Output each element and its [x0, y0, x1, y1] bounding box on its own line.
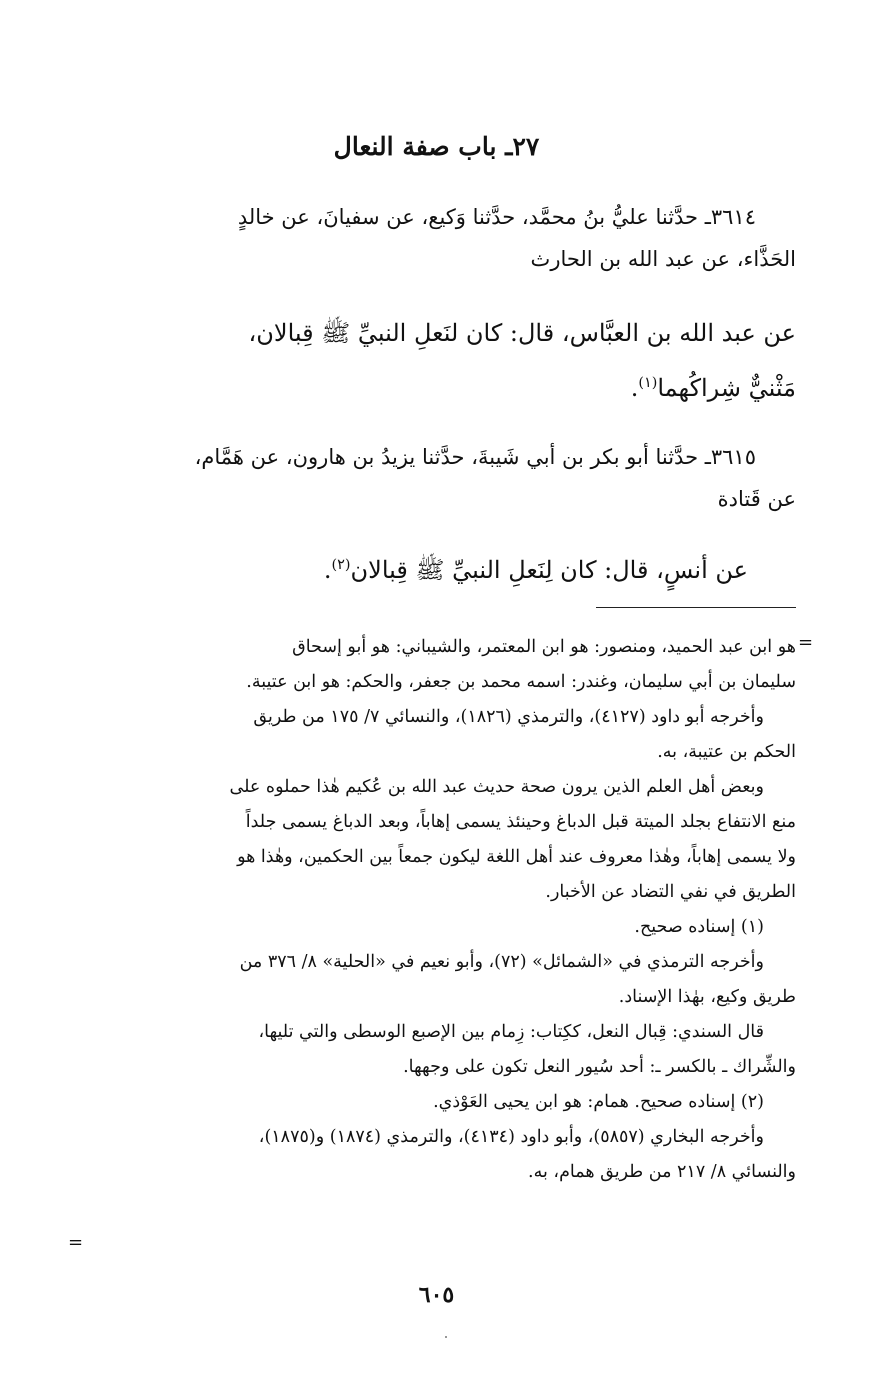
- continuation-mark: =: [798, 632, 814, 653]
- footnote-line: (٢) إسناده صحيح. همام: هو ابن يحيى العَوْذي.: [433, 1092, 764, 1112]
- footnote-ref: (٢): [331, 557, 351, 573]
- footnote-ref: (١): [638, 375, 658, 391]
- isnad-line: ٣٦١٥ـ حدَّثنا أبو بكر بن أبي شَيبةَ، حدَّثنا يزيدُ بن هارون، عن هَمَّام،: [194, 445, 756, 469]
- page-number: ٦٠٥: [418, 1282, 455, 1308]
- matn-line: عن عبد الله بن العبَّاس، قال: كان لنَعلِ النبيِّ ﷺ قِبالان،: [248, 319, 796, 347]
- footnote-line: والنسائي ٨/ ٢١٧ من طريق همام، به.: [528, 1162, 796, 1182]
- matn-text: عن أنسٍ، قال: كان لِنَعلِ النبيِّ ﷺ قِبالان: [350, 556, 748, 584]
- footnote-line: (١) إسناده صحيح.: [634, 917, 764, 937]
- footnote-separator: [596, 607, 796, 608]
- footnote-line: والشِّراك ـ بالكسر ـ: أحد سُيور النعل تكون على وجهها.: [403, 1057, 796, 1077]
- footnote-line: هو ابن عبد الحميد، ومنصور: هو ابن المعتمر، والشيباني: هو أبو إسحاق: [292, 637, 796, 657]
- hadith-3615-matn: [78, 540, 796, 595]
- isnad-line: الحَذَّاء، عن عبد الله بن الحارث: [530, 247, 796, 271]
- hadith-3614-matn: [78, 308, 796, 413]
- footnote-line: ولا يسمى إهاباً، وهٰذا معروف عند أهل اللغة ليكون جمعاً بين الحكمين، وهٰذا هو: [237, 847, 796, 867]
- footnote-line: سليمان بن أبي سليمان، وغندر: اسمه محمد بن جعفر، والحكم: هو ابن عتيبة.: [246, 672, 796, 692]
- matn-line: [78, 540, 796, 595]
- footnote-line: قال السندي: قِبال النعل، ككِتاب: زِمام بين الإصبع الوسطى والتي تليها،: [258, 1022, 764, 1042]
- isnad-line: عن قَتادة: [717, 487, 796, 511]
- footnote-line: وأخرجه البخاري (٥٨٥٧)، وأبو داود (٤١٣٤)، والترمذي (١٨٧٤) و(١٨٧٥)،: [258, 1127, 764, 1147]
- hadith-3614-isnad: [78, 196, 796, 280]
- footnote-line: وأخرجه أبو داود (٤١٢٧)، والترمذي (١٨٢٦)، والنسائي ٧/ ١٧٥ من طريق: [253, 707, 764, 727]
- footnote-line: وأخرجه الترمذي في «الشمائل» (٧٢)، وأبو نعيم في «الحلية» ٨/ ٣٧٦ من: [239, 952, 764, 972]
- footnote-line: الطريق في نفي التضاد عن الأخبار.: [545, 882, 796, 902]
- matn-end: .: [630, 374, 639, 402]
- speck: [445, 1336, 447, 1338]
- hadith-3615-isnad: [78, 436, 796, 520]
- footnote-line: منع الانتفاع بجلد الميتة قبل الدباغ وحينئذ يسمى إهاباً، وبعد الدباغ يسمى جلداً: [245, 812, 796, 832]
- footnote-line: الحكم بن عتيبة، به.: [657, 742, 796, 762]
- matn-text: مَثْنيٌّ شِراكُهما: [657, 374, 796, 402]
- continuation-mark: =: [68, 1232, 84, 1253]
- isnad-line: ٣٦١٤ـ حدَّثنا عليُّ بنُ محمَّد، حدَّثنا وَكيع، عن سفيانَ، عن خالدٍ: [237, 205, 756, 229]
- matn-end: .: [323, 556, 332, 584]
- footnote-line: وبعض أهل العلم الذين يرون صحة حديث عبد الله بن عُكيم هٰذا حملوه على: [229, 777, 764, 797]
- footnote-line: طريق وكيع، بهٰذا الإسناد.: [618, 987, 796, 1007]
- chapter-title: ٢٧ـ باب صفة النعال: [333, 132, 540, 161]
- footnotes: [78, 630, 796, 1190]
- matn-line: [78, 358, 796, 413]
